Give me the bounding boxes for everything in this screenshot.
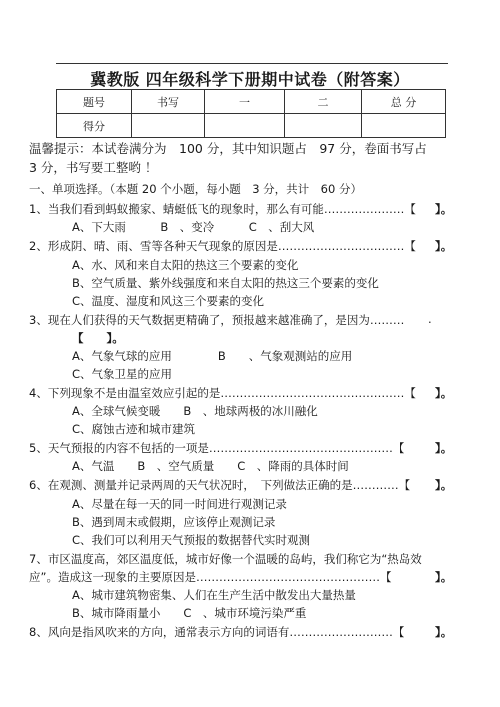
question-5-answer-bracket[interactable]: 】。 [435,441,453,455]
page-title: 冀教版 四年级科学下册期中试卷（附答案） [90,70,410,89]
question-6-answer-bracket[interactable]: 】。 [435,478,453,492]
question-1-options: A、下大雨 B 、变冷 C 、刮大风 [72,220,315,234]
question-5-options: A、气温 B 、空气质量 C 、降雨的具体时间 [72,459,349,473]
question-3-option-c: C、气象卫星的应用 [72,367,173,381]
question-4-stem: 4、下列现象不是由温室效应引起的是…………………………………………【 [29,386,416,400]
question-7-stem-line-2: 应”。造成这一现象的主要原因是…………………………………………【 [29,570,392,584]
score-row-label: 得分 [57,114,132,138]
score-header-cell: 题号 [57,90,132,114]
question-3-options-ab: A、气象气球的应用 B 、气象观测站的应用 [72,349,353,363]
question-4-option-c: C、腐蚀古迹和城市建筑 [72,422,196,436]
score-table-row [57,114,446,138]
header-rule [56,63,448,64]
question-6-option-c: C、我们可以利用天气预报的数据替代实时观测 [72,533,311,547]
score-header-cell: 总 分 [362,90,446,114]
question-2-answer-bracket[interactable]: 】。 [435,239,453,253]
question-3-stem: 3、现在人们获得的天气数据更精确了，预报越来越准确了，是因为……… [29,313,405,327]
section-heading: 一、单项选择。（本题 20 个小题，每小题 3 分，共计 60 分） [29,182,362,196]
question-8-stem: 8、风向是指风吹来的方向，通常表示方向的词语有………………………【 [29,625,405,639]
question-4-options-ab: A、全球气候变暖 B 、地球两极的冰川融化 [72,404,318,418]
question-6-option-a: A、尽量在每一天的同一时间进行观测记录 [72,497,287,511]
question-5-stem: 5、天气预报的内容不包括的一项是…………………………………………【 [29,441,405,455]
question-6-stem: 6、在观测、测量并记录两周的天气状况时， 下列做法正确的是…………【 [29,478,411,492]
question-1-stem: 1、当我们看到蚂蚁搬家、蜻蜓低飞的现象时，那么有可能…………………【 [29,202,416,216]
question-2-option-b: B、空气质量、紫外线强度和来自太阳的热这三个要素的变化 [72,276,379,290]
question-1-answer-bracket[interactable]: 】。 [435,202,453,216]
question-3-answer-bracket[interactable]: 【 】。 [72,331,124,345]
question-4-answer-bracket[interactable]: 】。 [435,386,453,400]
score-header-cell: 一 [205,90,285,114]
score-table [56,89,446,138]
score-header-cell: 二 [285,90,362,114]
question-7-option-a: A、城市建筑物密集、人们在生产生活中散发出大量热量 [72,588,356,602]
question-7-options-bc: B、城市降雨量小 C 、城市环境污染严重 [72,606,307,620]
question-7-answer-bracket[interactable]: 】。 [435,570,453,584]
notice-line-1: 温馨提示：本试卷满分为 100 分，其中知识题占 97 分，卷面书写占 [29,141,427,156]
score-cell [132,114,205,138]
question-6-option-b: B、遇到周末或假期，应该停止观测记录 [72,515,276,529]
question-2-option-a: A、水、风和来自太阳的热这三个要素的变化 [72,258,299,272]
score-table-header-row [57,90,446,114]
question-7-stem-line-1: 7、市区温度高，郊区温度低，城市好像一个温暖的岛屿，我们称它为“热岛效 [29,552,422,566]
score-header-cell: 书写 [132,90,205,114]
question-3-dot: . [428,312,432,326]
score-cell [285,114,362,138]
notice-line-2: 3 分，书写要工整哟 ！ [29,160,158,175]
question-2-stem: 2、形成阴、晴、雨、雪等各种天气现象的原因是……………………………【 [29,239,416,253]
score-cell [205,114,285,138]
question-8-answer-bracket[interactable]: 】。 [435,625,453,639]
question-2-option-c: C、温度、湿度和风这三个要素的变化 [72,294,265,308]
score-cell [362,114,446,138]
